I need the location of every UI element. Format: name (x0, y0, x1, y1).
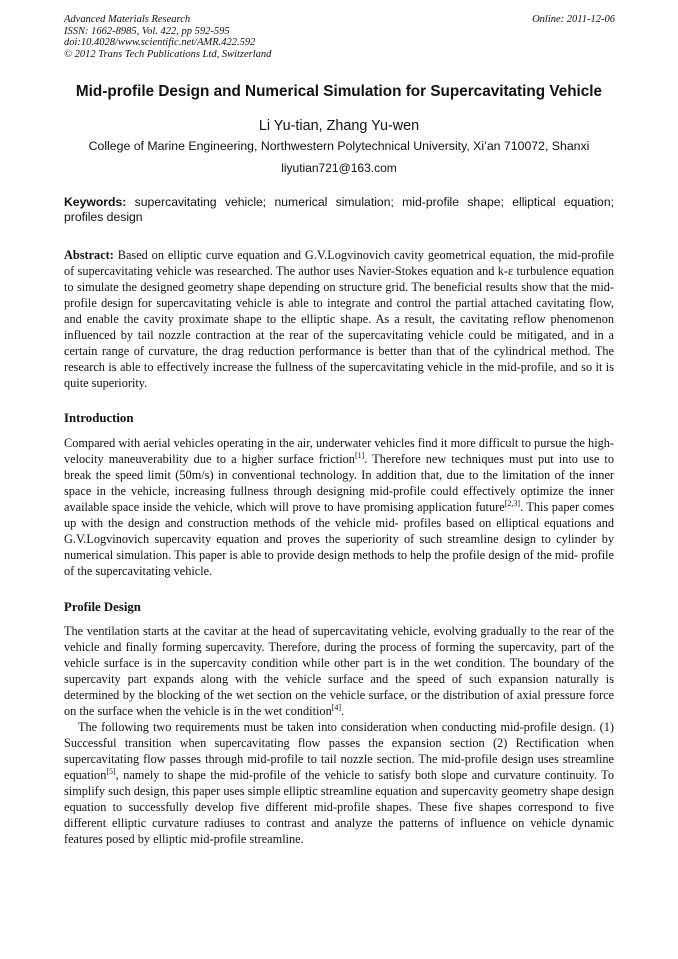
profile-paragraph-1 (64, 623, 614, 719)
keywords-text: supercavitating vehicle; numerical simulation; mid-profile shape; elliptical equation; profiles design (64, 195, 614, 224)
profile-p1-text-2: . (341, 704, 345, 718)
profile-p2-text-1: The following two requirements must be taken into consideration when conducting mid-profile design. (1) Successful transition when supercavitating flow passes the expansion section (2) Rectification when supercavitating flow passes through mid-profile to tail nozzle section. The mid-profile design uses streamline equation (64, 720, 614, 782)
profile-design-section (64, 623, 614, 847)
profile-paragraph-2 (64, 719, 614, 847)
paper-title: Mid-profile Design and Numerical Simulation for Supercavitating Vehicle (75, 83, 603, 100)
issn-line: ISSN: 1662-8985, Vol. 422, pp 592-595 (64, 25, 230, 37)
author-list: Li Yu-tian, Zhang Yu-wen (258, 118, 420, 134)
keywords (64, 195, 614, 225)
journal-name: Advanced Materials Research (64, 14, 191, 25)
copyright-line: © 2012 Trans Tech Publications Ltd, Switzerland (64, 48, 272, 60)
keywords-label: Keywords: (64, 195, 127, 209)
profile-p2-text-2: , namely to shape the mid-profile of the vehicle to satisfy both slope and curvature continuity. To simplify such design, this paper uses simple elliptic streamline equation and supercavity geometry shape design equation to successfully develop five different mid-profile shapes. These five shapes correspond to five different elliptic curvature radiuses to contrast and analyze the patterns of influence on vehicle dynamic features posed by elliptic mid-profile streamline. (64, 768, 614, 846)
abstract-text: Based on elliptic curve equation and G.V.Logvinovich cavity geometrical equation, the mid-profile of supercavitating vehicle was researched. The author uses Navier-Stokes equation and k-ε turbulence equation to simulate the designed geometry shape depending on structure grid. The beneficial results show that the mid-profile design for supercavitating vehicle is able to integrate and control the partial attached cavitating flow, and enable the cavity proximate shape to the elliptic shape. As a result, the cavitating reflow phenomenon influenced by tail nozzle contraction at the rear of the supercavitating vehicle could be mitigated, and in a certain range of curvature, the drag reduction performance is better than that of the cylindrical method. The research is able to effectively increase the fullness of the supercavitating vehicle in the mid-profile, and so it is quite superiority. (64, 248, 614, 390)
journal-header (64, 14, 615, 60)
intro-text-2: . Therefore new techniques must put into use to break the speed limit (50m/s) in conventional technology. In addition that, due to the limitation of the inner space in the vehicle, increasing fullness through designing mid-profile could effectively optimize the inner available space inside the vehicle, which will prove to have promising application future (64, 452, 614, 514)
introduction-paragraph (64, 435, 614, 579)
profile-design-heading: Profile Design (64, 600, 141, 614)
citation-ref[interactable]: [4] (331, 702, 342, 712)
citation-ref[interactable]: [5] (106, 766, 116, 776)
intro-text-3: . This paper comes up with the design and construction methods of the vehicle mid- profiles based on elliptical equations and G.V.Logvinovich supercavity equation and proves the superiority of such streamline design to cylinder by numerical simulation. This paper is able to provide design methods to help the profile design of the mid- profile of the supercavitating vehicle. (64, 500, 614, 578)
affiliation: College of Marine Engineering, Northwestern Polytechnical University, Xi’an 710072, Shanxi (88, 139, 590, 153)
introduction-heading: Introduction (64, 411, 134, 425)
intro-text-1: Compared with aerial vehicles operating in the air, underwater vehicles find it more difficult to pursue the high-velocity maneuverability due to a higher surface friction (64, 436, 614, 466)
doi-line: doi:10.4028/www.scientific.net/AMR.422.592 (64, 37, 256, 48)
citation-ref[interactable]: [2,3] (504, 498, 521, 508)
author-email[interactable]: liyutian721@163.com (281, 161, 397, 175)
abstract (64, 247, 614, 391)
profile-p1-text-1: The ventilation starts at the cavitar at the head of supercavitating vehicle, evolving gradually to the rear of the vehicle and finally forming supercavity. Therefore, during the process of forming the supercavity, part of the vehicle surface is in the supercavity condition while other part is in the wet condition. The boundary of the supercavity part expands along with the vehicle surface and the speed of such expansion naturally is determined by the blocking of the wet section on the vehicle surface, or the distribution of axial pressure force on the surface when the vehicle is in the wet condition (64, 624, 614, 718)
online-date: Online: 2011-12-06 (532, 14, 615, 25)
abstract-label: Abstract: (64, 248, 114, 262)
citation-ref[interactable]: [1] (354, 450, 365, 460)
